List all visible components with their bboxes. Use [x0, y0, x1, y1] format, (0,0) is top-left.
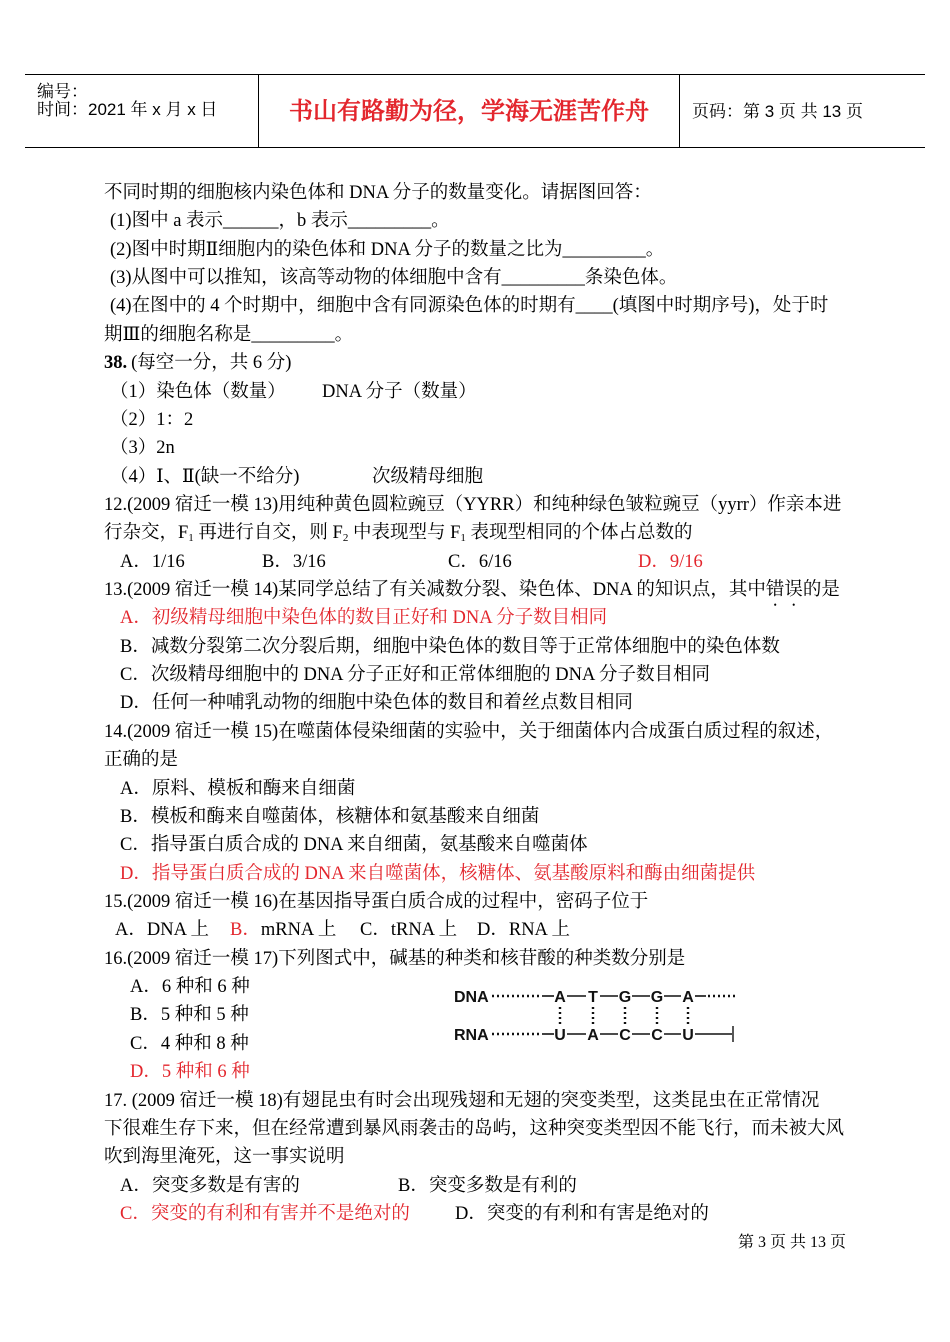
q14-option-c: C．指导蛋白质合成的 DNA 来自细菌，氨基酸来自噬菌体 — [120, 835, 588, 856]
q17-stem-line-1: 17. (2009 宿迁一模 18)有翅昆虫有时会出现残翅和无翅的突变类型，这类昆虫在正常情况 — [104, 1090, 820, 1111]
q12-stem-line-2 — [0, 519, 950, 547]
q14-option-d-answer: D．指导蛋白质合成的 DNA 来自噬菌体，核糖体、氨基酸原料和酶由细菌提供 — [120, 863, 756, 884]
serial-number-label: 编号： — [37, 82, 88, 101]
rna-base-2: A — [587, 1027, 599, 1044]
q12-options-row — [0, 548, 950, 576]
rna-label: RNA — [454, 1027, 489, 1044]
q17-option-d: D．突变的有利和有害是绝对的 — [455, 1203, 709, 1224]
answer-38-number: 38. — [104, 353, 128, 374]
question-intro-line: 不同时期的细胞核内染色体和 DNA 分子的数量变化。请据图回答： — [104, 183, 652, 203]
q12-subscript: 1 — [460, 532, 466, 545]
sub-question-4-continued: 期Ⅲ的细胞名称是_________。 — [104, 324, 354, 345]
q12-subscript: 2 — [342, 532, 349, 545]
answer-38-1-label: （1）染色体（数量） — [110, 381, 286, 402]
q13-option-a-answer: A．初级精母细胞中染色体的数目正好和 DNA 分子数目相同 — [120, 608, 608, 629]
q12-stem-part: 行杂交，F — [104, 523, 189, 544]
q17-options-row-1 — [0, 1172, 950, 1200]
q12-stem-part: 再进行自交，则 F — [193, 523, 343, 544]
q16-stem: 16.(2009 宿迁一模 17)下列图式中，碱基的种类和核苷酸的种类数分别是 — [104, 948, 686, 969]
q17-stem-line-3: 吹到海里淹死，这一事实说明 — [104, 1147, 345, 1168]
answer-38-note: (每空一分，共 6 分) — [131, 353, 292, 374]
rna-base-1: U — [554, 1027, 566, 1044]
q16-option-b: B．5 种和 5 种 — [130, 1005, 249, 1026]
sub-question-1: (1)图中 a 表示______，b 表示_________。 — [110, 211, 450, 232]
q15-options-row — [0, 916, 950, 944]
q15-option-b-label-answer: B． — [230, 920, 261, 941]
q12-stem-part: 表现型相同的个体占总数的 — [465, 523, 693, 544]
q14-stem-line-2: 正确的是 — [104, 750, 179, 771]
q12-option-b: B．3/16 — [262, 551, 326, 572]
answer-38-4-label: （4）Ⅰ、Ⅱ(缺一不给分) — [110, 466, 300, 487]
q14-stem-line-1: 14.(2009 宿迁一模 15)在噬菌体侵染细菌的实验中，关于细菌体内合成蛋白质过程的叙述， — [104, 721, 834, 742]
answer-38-line-2: （2）1：2 — [110, 409, 194, 430]
dna-base-3: G — [618, 989, 632, 1006]
q15-option-a: A．DNA 上 — [115, 920, 210, 941]
q17-stem-line-2: 下很难生存下来，但在经常遭到暴风雨袭击的岛屿，这种突变类型因不能飞行，而未被大风 — [104, 1118, 845, 1139]
sub-question-3: (3)从图中可以推知，该高等动物的体细胞中含有_________条染色体。 — [110, 268, 678, 289]
header-motto: 书山有路勤为径，学海无涯苦作舟 — [289, 98, 649, 125]
q12-stem-line-1: 12.(2009 宿迁一模 13)用纯种黄色圆粒豌豆（YYRR）和纯种绿色皱粒豌豆（yyrr）作亲本进 — [104, 494, 842, 515]
dna-rna-diagram — [450, 980, 742, 1050]
q17-option-b: B．突变多数是有利的 — [398, 1175, 577, 1196]
header-page-info: 页码：第 3 页 共 13 页 — [692, 102, 863, 121]
q17-option-a: A．突变多数是有害的 — [120, 1175, 300, 1196]
q12-option-d-answer: D．9/16 — [638, 551, 703, 572]
answer-38-1-value: DNA 分子（数量） — [322, 381, 477, 402]
document-body — [0, 179, 950, 1228]
answer-38-4-value: 次级精母细胞 — [372, 466, 484, 487]
dna-base-4: G — [650, 989, 664, 1006]
header-divider-right — [679, 74, 680, 148]
q13-stem — [0, 576, 950, 604]
q15-option-b — [230, 916, 336, 944]
dna-base-1: A — [554, 989, 566, 1006]
answer-38-line-1 — [0, 378, 950, 406]
q13-option-d: D．任何一种哺乳动物的细胞中染色体的数目和着丝点数目相同 — [120, 693, 633, 714]
q15-option-d: D．RNA 上 — [477, 920, 571, 941]
header-top-rule — [25, 74, 925, 75]
sub-question-4: (4)在图中的 4 个时期中，细胞中含有同源染色体的时期有____(填图中时期序号)，处于时 — [110, 296, 829, 317]
rna-base-5: U — [682, 1027, 694, 1044]
q13-option-c: C．次级精母细胞中的 DNA 分子正好和正常体细胞的 DNA 分子数目相同 — [120, 665, 710, 686]
answer-38-heading — [0, 349, 950, 377]
q16-option-c: C．4 种和 8 种 — [130, 1033, 249, 1054]
rna-base-4: C — [651, 1027, 663, 1044]
rna-base-3: C — [619, 1027, 631, 1044]
q12-stem-part: 中表现型与 F — [348, 523, 461, 544]
footer-page-number: 第 3 页 共 13 页 — [738, 1234, 847, 1251]
q13-stem-before: 13.(2009 宿迁一模 14)某同学总结了有关减数分裂、染色体、DNA 的知识点，其中 — [104, 580, 766, 601]
q12-option-c: C．6/16 — [448, 551, 512, 572]
q13-stem-emphasis: 错误 — [765, 580, 803, 601]
q15-stem: 15.(2009 宿迁一模 16)在基因指导蛋白质合成的过程中，密码子位于 — [104, 891, 649, 912]
q15-option-c: C．tRNA 上 — [360, 920, 458, 941]
answer-38-line-3: （3）2n — [110, 438, 175, 459]
dna-label: DNA — [454, 989, 489, 1006]
q14-option-a: A．原料、模板和酶来自细菌 — [120, 778, 356, 799]
q17-options-row-2 — [0, 1200, 950, 1228]
q13-option-b: B．减数分裂第二次分裂后期，细胞中染色体的数目等于正常体细胞中的染色体数 — [120, 636, 780, 657]
dna-base-2: T — [588, 989, 598, 1006]
header-bottom-rule — [25, 147, 925, 148]
answer-38-line-4 — [0, 463, 950, 491]
date-label: 时间：2021 年 x 月 x 日 — [37, 100, 218, 119]
sub-question-2: (2)图中时期Ⅱ细胞内的染色体和 DNA 分子的数量之比为_________。 — [110, 239, 665, 260]
q15-option-b-text: mRNA 上 — [260, 920, 337, 941]
q12-subscript: 1 — [188, 532, 194, 545]
q13-stem-after: 的是 — [802, 580, 840, 601]
dna-base-5: A — [682, 989, 694, 1006]
q17-option-c-answer: C．突变的有利和有害并不是绝对的 — [120, 1203, 410, 1224]
q12-option-a: A．1/16 — [120, 551, 185, 572]
q16-option-d-answer: D．5 种和 6 种 — [130, 1062, 250, 1083]
q16-option-a: A．6 种和 6 种 — [130, 977, 250, 998]
q14-option-b: B．模板和酶来自噬菌体，核糖体和氨基酸来自细菌 — [120, 806, 540, 827]
